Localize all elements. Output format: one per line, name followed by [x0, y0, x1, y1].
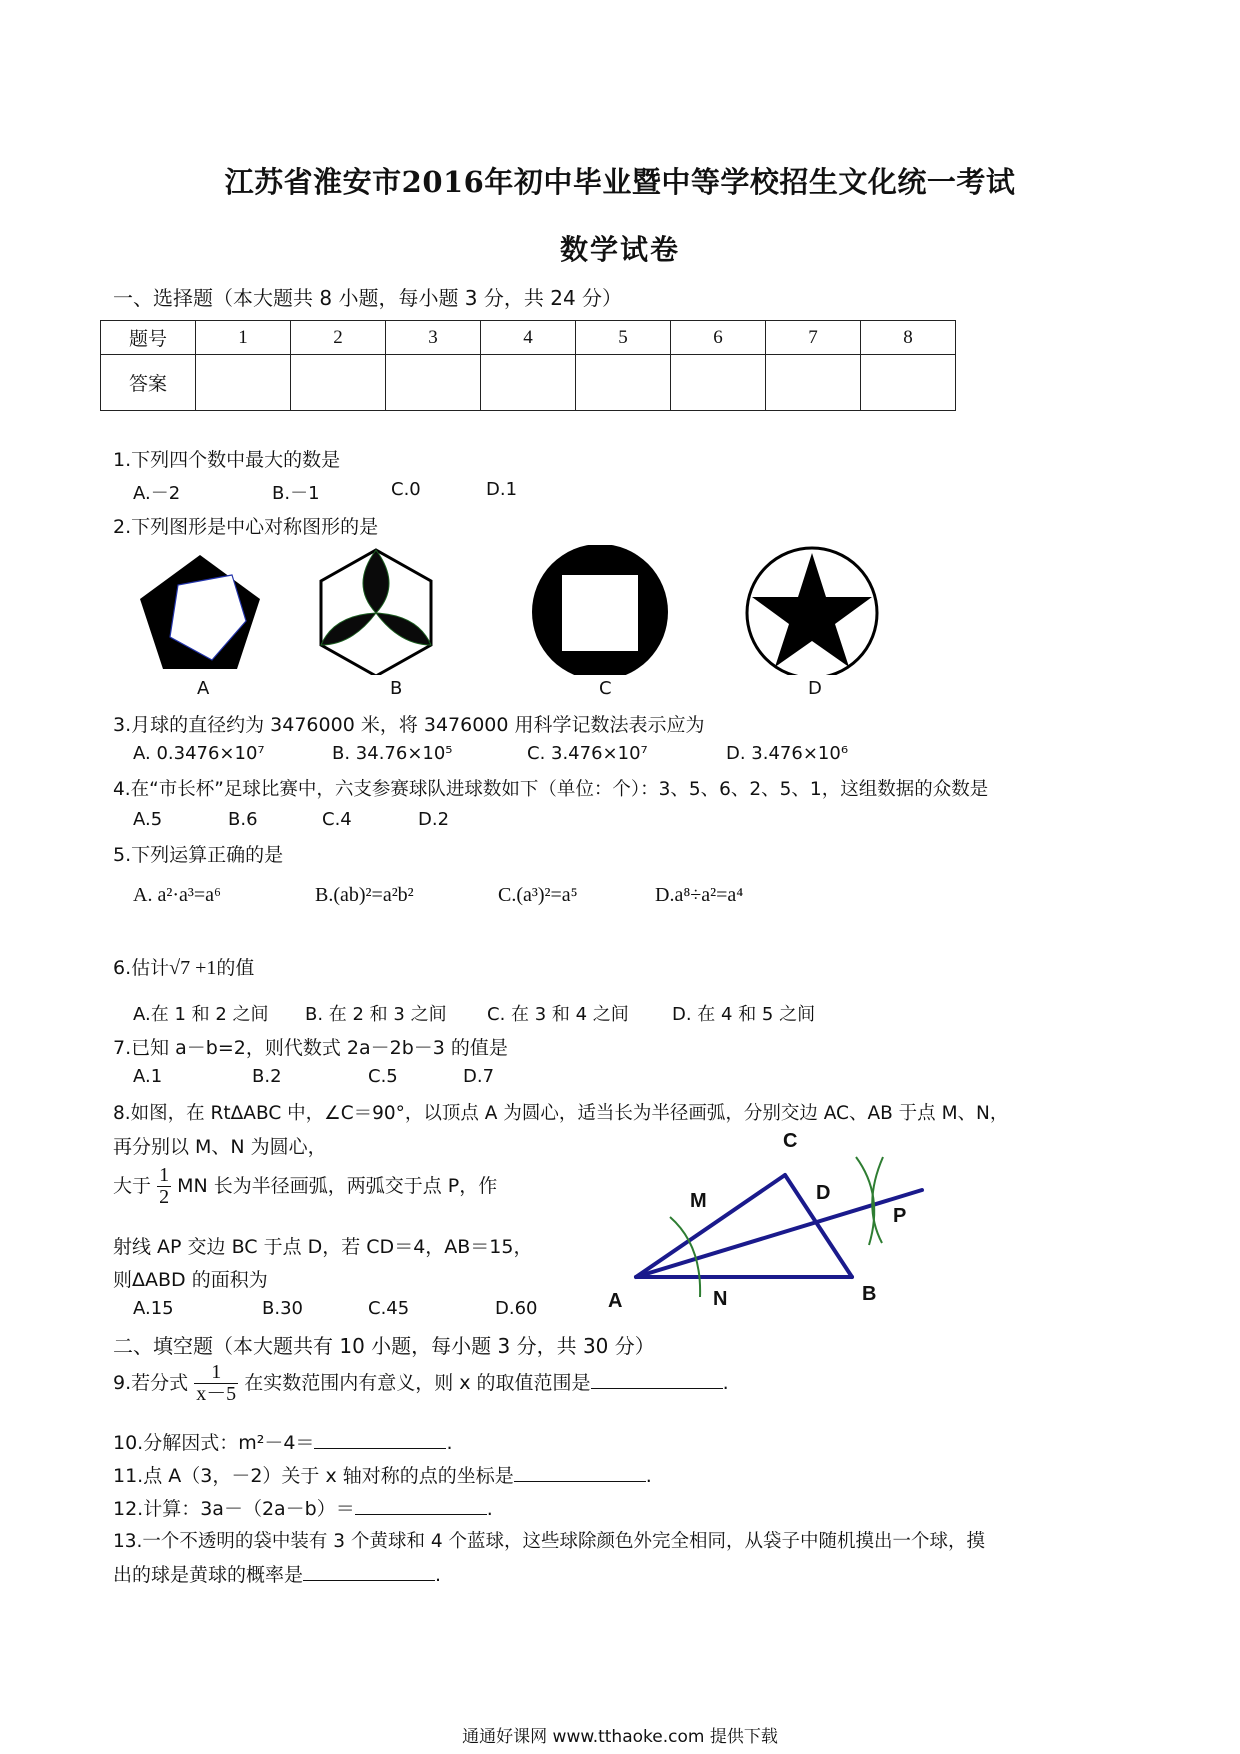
answer-cell[interactable] [766, 355, 861, 411]
q6-option-d: D. 在 4 和 5 之间 [672, 1004, 816, 1025]
q8-option-c: C.45 [368, 1298, 410, 1319]
q8-option-a: A.15 [133, 1298, 174, 1319]
q3-option-b: B. 34.76×10⁵ [332, 743, 453, 764]
question-10 [113, 1428, 452, 1455]
table-cell-number: 7 [766, 321, 861, 355]
question-13-line-1: 13.一个不透明的袋中装有 3 个黄球和 4 个蓝球，这些球除颜色外完全相同，从袋子中随机摸出一个球，摸 [113, 1531, 985, 1552]
table-cell-number: 8 [861, 321, 956, 355]
point-label-c: C [783, 1130, 798, 1152]
q3-option-c: C. 3.476×10⁷ [527, 743, 648, 764]
q6-stem-prefix: 6.估计 [113, 957, 170, 979]
point-label-m: M [690, 1190, 707, 1212]
q13-answer-blank[interactable] [303, 1562, 435, 1581]
table-cell-number: 5 [576, 321, 671, 355]
answer-cell[interactable] [291, 355, 386, 411]
q8-option-d: D.60 [495, 1298, 538, 1319]
page-subtitle: 数学试卷 [559, 233, 680, 266]
q1-option-c: C.0 [391, 479, 421, 500]
q4-option-d: D.2 [418, 809, 450, 830]
figure-c-circle-square-icon [532, 545, 668, 675]
table-answer-label: 答案 [101, 355, 196, 411]
q6-stem-math: √7 +1 [169, 957, 217, 979]
question-2-stem: 2.下列图形是中心对称图形的是 [113, 516, 379, 538]
question-8-line-1: 8.如图，在 RtΔABC 中，∠C＝90°，以顶点 A 为圆心，适当长为半径画弧，分别交边 AC、AB 于点 M、N， [113, 1103, 1009, 1124]
q9-frac-den: x－5 [196, 1383, 237, 1405]
table-cell-number: 2 [291, 321, 386, 355]
section-heading-fill: 二、填空题（本大题共有 10 小题，每小题 3 分，共 30 分） [113, 1334, 655, 1358]
q8-option-b: B.30 [262, 1298, 303, 1319]
q7-option-d: D.7 [463, 1066, 495, 1087]
answer-cell[interactable] [576, 355, 671, 411]
question-4-stem: 4.在“市长杯”足球比赛中，六支参赛球队进球数如下（单位：个）：3、5、6、2、5、1，这组数据的众数是 [113, 779, 989, 800]
q8-frac-num: 1 [159, 1164, 170, 1186]
q9-suffix: 在实数范围内有意义，则 x 的取值范围是 [244, 1372, 591, 1394]
answer-table [100, 320, 956, 411]
q9-period: . [722, 1372, 729, 1394]
figure-label-b: B [390, 678, 403, 699]
q3-option-d: D. 3.476×10⁶ [726, 743, 849, 764]
q12-answer-blank[interactable] [355, 1496, 487, 1515]
q10-period: . [446, 1432, 453, 1454]
q5-option-a: A. a²·a³=a⁶ [133, 884, 221, 906]
answer-cell[interactable] [386, 355, 481, 411]
question-9 [113, 1362, 729, 1405]
question-1-stem: 1.下列四个数中最大的数是 [113, 449, 341, 471]
page-footer: 通通好课网 www.tthaoke.com 提供下载 [462, 1727, 778, 1747]
q7-option-a: A.1 [133, 1066, 163, 1087]
q4-option-a: A.5 [133, 809, 163, 830]
q1-option-d: D.1 [486, 479, 518, 500]
table-cell-number: 1 [196, 321, 291, 355]
q8-fraction [157, 1165, 171, 1208]
point-label-b: B [862, 1283, 877, 1305]
answer-cell[interactable] [196, 355, 291, 411]
q6-option-b: B. 在 2 和 3 之间 [305, 1004, 447, 1025]
q11-prefix: 11.点 A（3，－2）关于 x 轴对称的点的坐标是 [113, 1465, 514, 1487]
page-title: 江苏省淮安市2016年初中毕业暨中等学校招生文化统一考试 [224, 165, 1016, 199]
section-heading-choice: 一、选择题（本大题共 8 小题，每小题 3 分，共 24 分） [113, 286, 623, 310]
q8-line3-suffix: MN 长为半径画弧，两弧交于点 P，作 [177, 1175, 498, 1197]
side-ac [636, 1175, 785, 1277]
answer-cell[interactable] [861, 355, 956, 411]
q9-prefix: 9.若分式 [113, 1372, 189, 1394]
q11-answer-blank[interactable] [514, 1463, 646, 1482]
figure-b-hexagon-icon [321, 550, 431, 675]
question-5-stem: 5.下列运算正确的是 [113, 844, 284, 866]
q5-option-d: D.a⁸÷a²=a⁴ [655, 884, 744, 906]
q3-option-a: A. 0.3476×10⁷ [133, 743, 265, 764]
figure-label-a: A [197, 678, 210, 699]
question-13-line-2 [113, 1560, 441, 1587]
point-label-n: N [713, 1288, 728, 1310]
ray-ap [636, 1190, 922, 1277]
q11-period: . [645, 1465, 652, 1487]
question-3-stem: 3.月球的直径约为 3476000 米，将 3476000 用科学记数法表示应为 [113, 714, 705, 736]
q12-period: . [486, 1498, 493, 1520]
q4-option-b: B.6 [228, 809, 258, 830]
point-label-d: D [816, 1182, 831, 1204]
question-12 [113, 1494, 493, 1521]
q6-option-a: A.在 1 和 2 之间 [133, 1004, 269, 1025]
q2-figures [120, 545, 920, 675]
q12-prefix: 12.计算：3a－（2a－b）＝ [113, 1498, 355, 1520]
q10-answer-blank[interactable] [314, 1430, 446, 1449]
q1-option-a: A.－2 [133, 483, 181, 504]
q10-prefix: 10.分解因式：m²－4＝ [113, 1432, 315, 1454]
q8-triangle-figure [600, 1135, 940, 1315]
q13-line2-prefix: 出的球是黄球的概率是 [113, 1564, 304, 1586]
q9-answer-blank[interactable] [591, 1370, 723, 1389]
q1-option-b: B.－1 [272, 483, 320, 504]
table-header-label: 题号 [101, 321, 196, 355]
answer-cell[interactable] [481, 355, 576, 411]
question-8-line-3 [113, 1165, 497, 1208]
q5-option-c: C.(a³)²=a⁵ [498, 884, 578, 906]
q9-fraction [194, 1362, 238, 1405]
q7-option-c: C.5 [368, 1066, 398, 1087]
q6-option-c: C. 在 3 和 4 之间 [487, 1004, 629, 1025]
q5-option-b: B.(ab)²=a²b² [315, 884, 414, 906]
figure-a-pentagon-icon [140, 555, 260, 669]
figure-label-d: D [808, 678, 822, 699]
question-7-stem: 7.已知 a－b=2，则代数式 2a－2b－3 的值是 [113, 1037, 508, 1059]
question-8-line-4: 射线 AP 交边 BC 于点 D，若 CD＝4，AB＝15， [113, 1236, 533, 1258]
table-cell-number: 4 [481, 321, 576, 355]
q13-period: . [435, 1564, 442, 1586]
point-label-p: P [893, 1205, 907, 1227]
q4-option-c: C.4 [322, 809, 352, 830]
answer-cell[interactable] [671, 355, 766, 411]
q7-option-b: B.2 [252, 1066, 282, 1087]
figure-label-c: C [599, 678, 612, 699]
table-cell-number: 6 [671, 321, 766, 355]
point-label-a: A [608, 1290, 623, 1312]
arc-mn [670, 1217, 700, 1297]
figure-d-star-icon [747, 548, 877, 675]
q8-frac-den: 2 [159, 1186, 170, 1208]
question-8-line-5: 则ΔABD 的面积为 [113, 1269, 268, 1291]
q9-frac-num: 1 [194, 1362, 238, 1384]
question-8-line-2: 再分别以 M、N 为圆心， [113, 1136, 327, 1158]
question-11 [113, 1461, 652, 1488]
q8-line3-prefix: 大于 [113, 1175, 152, 1197]
q6-stem-suffix: 的值 [216, 957, 255, 979]
question-6-stem [113, 953, 254, 980]
table-cell-number: 3 [386, 321, 481, 355]
